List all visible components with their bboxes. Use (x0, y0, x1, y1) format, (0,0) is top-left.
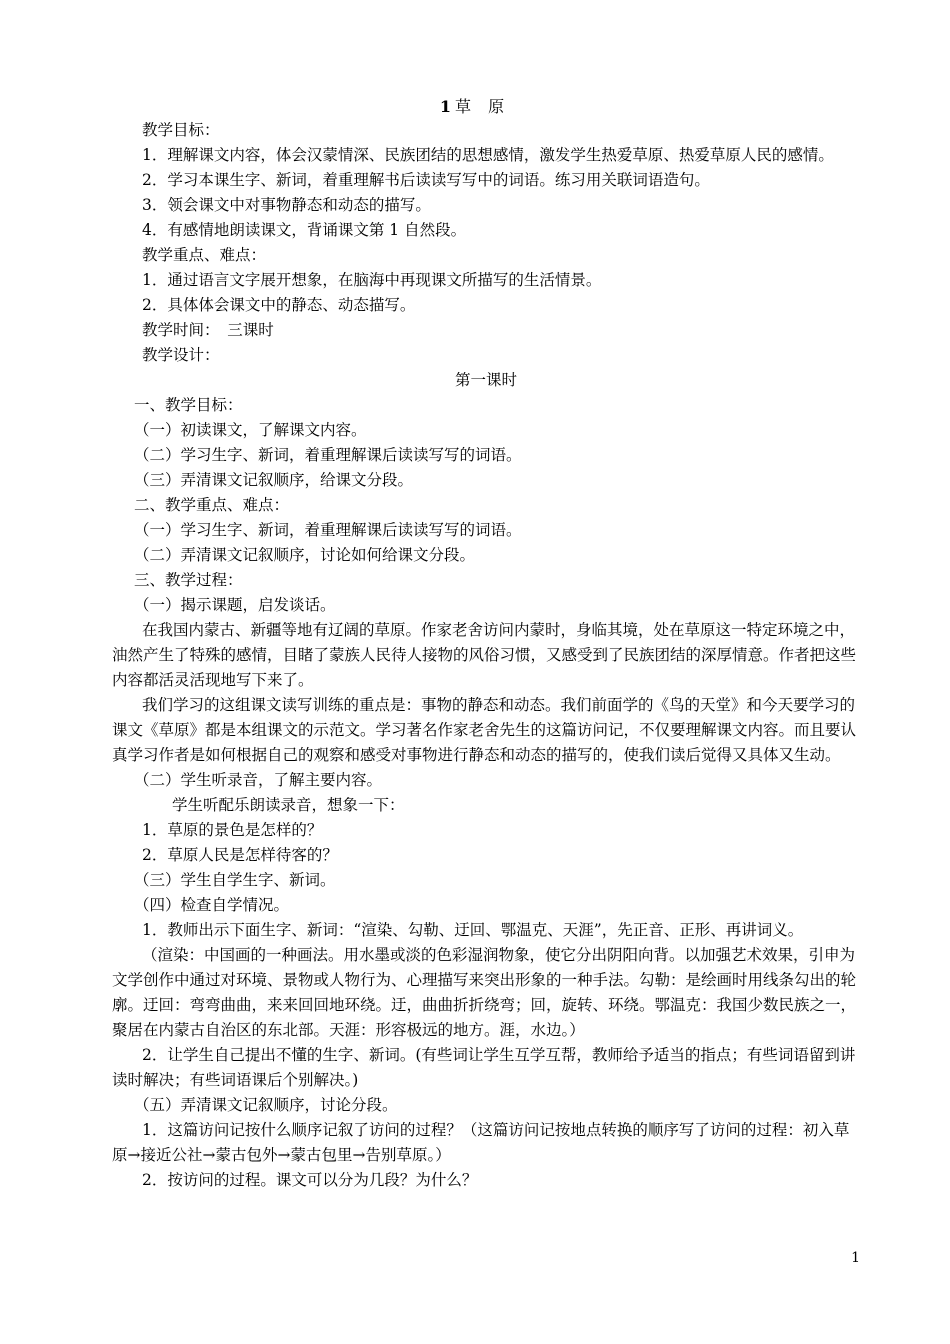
text-line: （一）学习生字、新词，着重理解课后读读写写的词语。 (134, 521, 522, 539)
text-line: 2．草原人民是怎样待客的？ (142, 846, 338, 864)
text-line: （渲染：中国画的一种画法。用水墨或淡的色彩湿润物象，使它分出阴阳向背。以加强艺术效果，引申为文学创作中通过对环境、景物或人物行为、心理描写来突出形象的一种手法。勾勒：是绘画时用线条勾出的轮廓。迂回：弯弯曲曲，来来回回地环绕。迂，曲曲折折绕弯；回，旋转、环绕。鄂温克：我国少数民族之一，聚居在内蒙古自治区的东北部。天涯：形容极远的地方。涯，水边。） (112, 946, 857, 1039)
text-line: 三、教学过程： (134, 571, 243, 589)
text-line: （二）学生听录音，了解主要内容。 (134, 771, 383, 789)
text-line: 教学设计： (142, 346, 220, 364)
text-line: 1．教师出示下面生字、新词：“渲染、勾勒、迂回、鄂温克、天涯”，先正音、正形、再讲词义。 (142, 921, 804, 939)
text-line: 我们学习的这组课文读写训练的重点是：事物的静态和动态。我们前面学的《鸟的天堂》和今天要学习的课文《草原》都是本组课文的示范文。学习著名作家老舍先生的这篇访问记，不仅要理解课文内容。而且要认真学习作者是如何根据自己的观察和感受对事物进行静态和动态的描写的，使我们读后觉得又具体又生动。 (112, 696, 857, 764)
text-line: 在我国内蒙古、新疆等地有辽阔的草原。作家老舍访问内蒙时，身临其境，处在草原这一特定环境之中，油然产生了特殊的感情，目睹了蒙族人民待人接物的风俗习惯，又感受到了民族团结的深厚情意。作者把这些内容都活灵活现地写下来了。 (112, 621, 857, 689)
text-line: 教学时间： 三课时 (142, 321, 274, 339)
text-line: （三）学生自学生字、新词。 (134, 871, 336, 889)
text-line: （二）弄清课文记叙顺序，讨论如何给课文分段。 (134, 546, 476, 564)
title-text: 草 原 (455, 97, 511, 116)
text-line: 2．学习本课生字、新词，着重理解书后读读写写中的词语。练习用关联词语造句。 (142, 171, 710, 189)
text-line: 1．理解课文内容，体会汉蒙情深、民族团结的思想感情，激发学生热爱草原、热爱草原人民的感情。 (142, 146, 834, 164)
text-line: 第一课时 (454, 371, 517, 389)
title-number: 1 (439, 97, 452, 116)
text-line: 二、教学重点、难点： (134, 496, 290, 514)
text-line: 2．让学生自己提出不懂的生字、新词。(有些词让学生互学互帮，教师给予适当的指点；有些词语留到讲读时解决；有些词语课后个别解决。) (112, 1046, 856, 1089)
text-line: 1．这篇访问记按什么顺序记叙了访问的过程？（这篇访问记按地点转换的顺序写了访问的过程：初入草原→接近公社→蒙古包外→蒙古包里→告别草原。） (112, 1121, 850, 1164)
text-line: 学生听配乐朗读录音，想象一下： (172, 796, 405, 814)
text-line: （三）弄清课文记叙顺序，给课文分段。 (134, 471, 414, 489)
text-line: 2．具体体会课文中的静态、动态描写。 (142, 296, 416, 314)
text-line: （四）检查自学情况。 (134, 896, 290, 914)
page-number: 1 (851, 1250, 860, 1266)
text-line: 一、教学目标： (134, 396, 243, 414)
text-line: 3．领会课文中对事物静态和动态的描写。 (142, 196, 431, 214)
text-line: 教学目标： (142, 121, 220, 139)
document-title (0, 94, 950, 117)
text-line: 2．按访问的过程。课文可以分为几段？为什么？ (142, 1171, 478, 1189)
text-line: 1．草原的景色是怎样的？ (142, 821, 323, 839)
document-body (112, 118, 860, 1193)
text-line: （一）初读课文，了解课文内容。 (134, 421, 367, 439)
text-line: （一）揭示课题，启发谈话。 (134, 596, 336, 614)
text-line: 教学重点、难点： (142, 246, 267, 264)
text-line: （五）弄清课文记叙顺序，讨论分段。 (134, 1096, 398, 1114)
text-line: 4．有感情地朗读课文，背诵课文第 1 自然段。 (142, 221, 467, 239)
text-line: 1．通过语言文字展开想象，在脑海中再现课文所描写的生活情景。 (142, 271, 602, 289)
text-line: （二）学习生字、新词，着重理解课后读读写写的词语。 (134, 446, 522, 464)
